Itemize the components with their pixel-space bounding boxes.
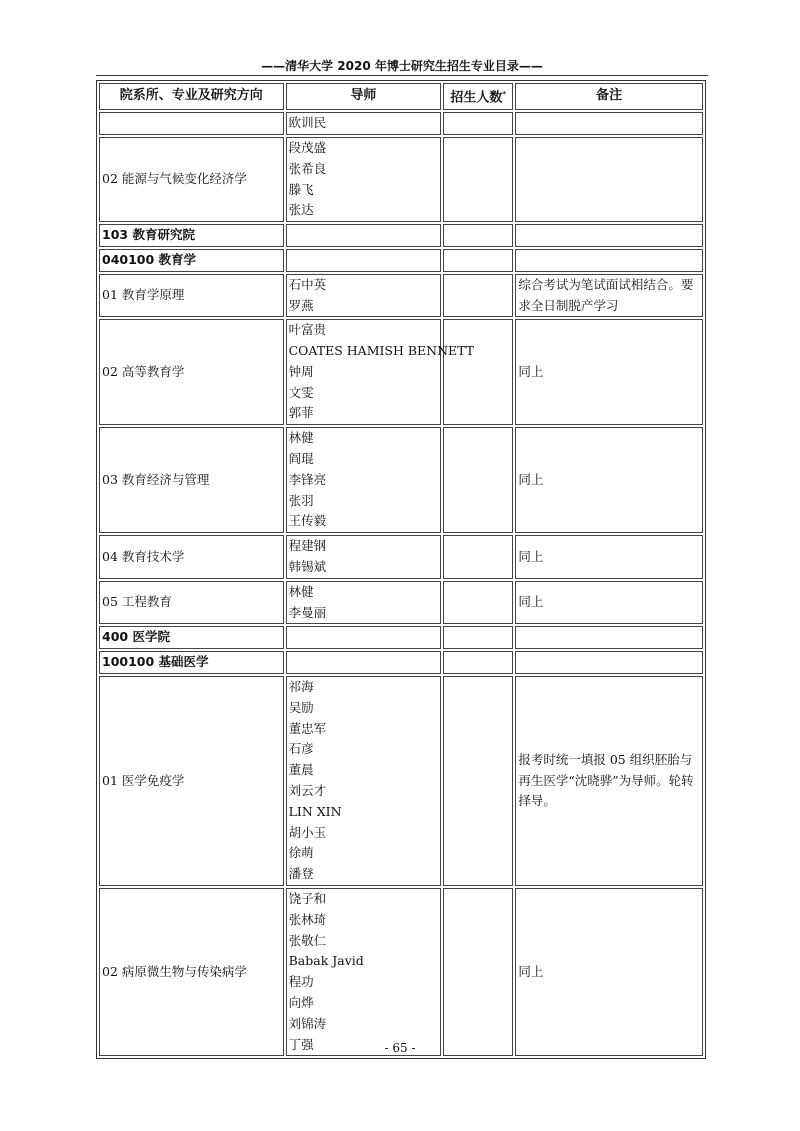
dept-cell: 04 教育技术学 (99, 535, 284, 579)
tutor-cell (286, 535, 442, 579)
tutor-cell (286, 274, 442, 318)
table-section-row (99, 626, 703, 649)
note-cell: 同上 (515, 888, 703, 1056)
tutor-cell (286, 888, 442, 1056)
dept-cell: 103 教育研究院 (99, 224, 284, 247)
tutor-name: 程建钢 (288, 538, 327, 554)
col-header-count-label: 招生人数 (450, 90, 503, 106)
count-cell (443, 319, 513, 425)
tutor-name: 徐萌 (288, 845, 314, 861)
tutor-name: 林健 (288, 430, 314, 446)
note-cell: 同上 (515, 535, 703, 579)
note-cell (515, 626, 703, 649)
tutor-cell (286, 676, 442, 886)
table-row (99, 112, 703, 135)
count-cell (443, 274, 513, 318)
col-header-dept: 院系所、专业及研究方向 (99, 83, 284, 110)
page-header: ——清华大学 2020 年博士研究生招生专业目录—— (261, 59, 543, 73)
tutor-cell (286, 427, 442, 533)
table-row (99, 137, 703, 222)
tutor-name: 欧训民 (288, 115, 327, 131)
tutor-name: COATES HAMISH BENNETT (288, 343, 475, 359)
tutor-name: 丁强 (288, 1036, 314, 1052)
tutor-name: 钟周 (288, 363, 314, 379)
note-cell: 报考时统一填报 05 组织胚胎与再生医学“沈晓骅”为导师。轮转择导。 (515, 676, 703, 886)
tutor-name: 刘锦涛 (288, 1015, 327, 1031)
tutor-name: 刘云才 (288, 783, 327, 799)
tutor-name: 祁海 (288, 679, 314, 695)
note-cell (515, 249, 703, 272)
table-row (99, 427, 703, 533)
tutor-name: 程功 (288, 974, 314, 990)
count-cell (443, 651, 513, 674)
table-section-row (99, 224, 703, 247)
dept-cell: 03 教育经济与管理 (99, 427, 284, 533)
tutor-cell (286, 249, 442, 272)
catalog-table (96, 80, 706, 1059)
note-cell (515, 137, 703, 222)
tutor-name: 叶富贵 (288, 322, 327, 338)
tutor-name: 饶子和 (288, 891, 327, 907)
tutor-name: 滕飞 (288, 181, 314, 197)
tutor-name: 石彦 (288, 741, 314, 757)
dept-cell: 02 病原微生物与传染病学 (99, 888, 284, 1056)
tutor-cell (286, 224, 442, 247)
count-cell (443, 888, 513, 1056)
tutor-name: 董忠军 (288, 720, 327, 736)
note-cell: 综合考试为笔试面试相结合。要求全日制脱产学习 (515, 274, 703, 318)
table-section-row (99, 249, 703, 272)
tutor-cell (286, 626, 442, 649)
page-number: - 65 - (384, 1041, 416, 1055)
col-header-count (443, 83, 513, 110)
dept-cell: 02 能源与气候变化经济学 (99, 137, 284, 222)
table-section-row (99, 651, 703, 674)
tutor-name: 石中英 (288, 276, 327, 292)
note-cell (515, 224, 703, 247)
tutor-name: 李锋亮 (288, 471, 327, 487)
table-header-row (99, 83, 703, 110)
note-cell: 同上 (515, 427, 703, 533)
note-cell: 同上 (515, 581, 703, 625)
count-cell (443, 676, 513, 886)
header-rule (96, 75, 708, 76)
table-row (99, 535, 703, 579)
dept-cell: 02 高等教育学 (99, 319, 284, 425)
table-row (99, 319, 703, 425)
tutor-name: 张敬仁 (288, 932, 327, 948)
table-row (99, 581, 703, 625)
tutor-name: 罗燕 (288, 297, 314, 313)
note-cell: 同上 (515, 319, 703, 425)
tutor-name: 张林琦 (288, 911, 327, 927)
tutor-name: LIN XIN (288, 803, 342, 819)
count-cell (443, 535, 513, 579)
tutor-name: Babak Javid (288, 953, 364, 969)
tutor-name: 张希良 (288, 160, 327, 176)
dept-cell: 01 教育学原理 (99, 274, 284, 318)
tutor-name: 韩锡斌 (288, 559, 327, 575)
col-header-tutor: 导师 (286, 83, 442, 110)
table-row (99, 888, 703, 1056)
count-cell (443, 112, 513, 135)
tutor-name: 胡小玉 (288, 824, 327, 840)
dept-cell: 05 工程教育 (99, 581, 284, 625)
tutor-cell (286, 581, 442, 625)
tutor-name: 吴励 (288, 699, 314, 715)
count-cell (443, 626, 513, 649)
count-cell (443, 427, 513, 533)
tutor-cell (286, 319, 475, 425)
tutor-name: 李曼丽 (288, 604, 327, 620)
dept-cell: 100100 基础医学 (99, 651, 284, 674)
tutor-name: 段茂盛 (288, 139, 327, 155)
table-row (99, 274, 703, 318)
dept-cell (99, 112, 284, 135)
dept-cell: 040100 教育学 (99, 249, 284, 272)
tutor-cell (286, 651, 442, 674)
tutor-name: 林健 (288, 583, 314, 599)
count-cell (443, 137, 513, 222)
table-row (99, 676, 703, 886)
tutor-name: 文雯 (288, 384, 314, 400)
tutor-name: 郭菲 (288, 405, 314, 421)
col-header-count-marker: * (502, 90, 507, 98)
col-header-note: 备注 (515, 83, 703, 110)
count-cell (443, 581, 513, 625)
count-cell (443, 224, 513, 247)
note-cell (515, 651, 703, 674)
tutor-cell (286, 137, 442, 222)
dept-cell: 400 医学院 (99, 626, 284, 649)
note-cell (515, 112, 703, 135)
count-cell (443, 249, 513, 272)
tutor-name: 王传毅 (288, 513, 327, 529)
tutor-name: 阎琨 (288, 451, 314, 467)
tutor-name: 张羽 (288, 492, 314, 508)
tutor-name: 张达 (288, 202, 314, 218)
tutor-name: 潘登 (288, 866, 314, 882)
tutor-name: 向烨 (288, 995, 314, 1010)
dept-cell: 01 医学免疫学 (99, 676, 284, 886)
tutor-name: 董晨 (288, 762, 314, 778)
tutor-cell (286, 112, 442, 135)
